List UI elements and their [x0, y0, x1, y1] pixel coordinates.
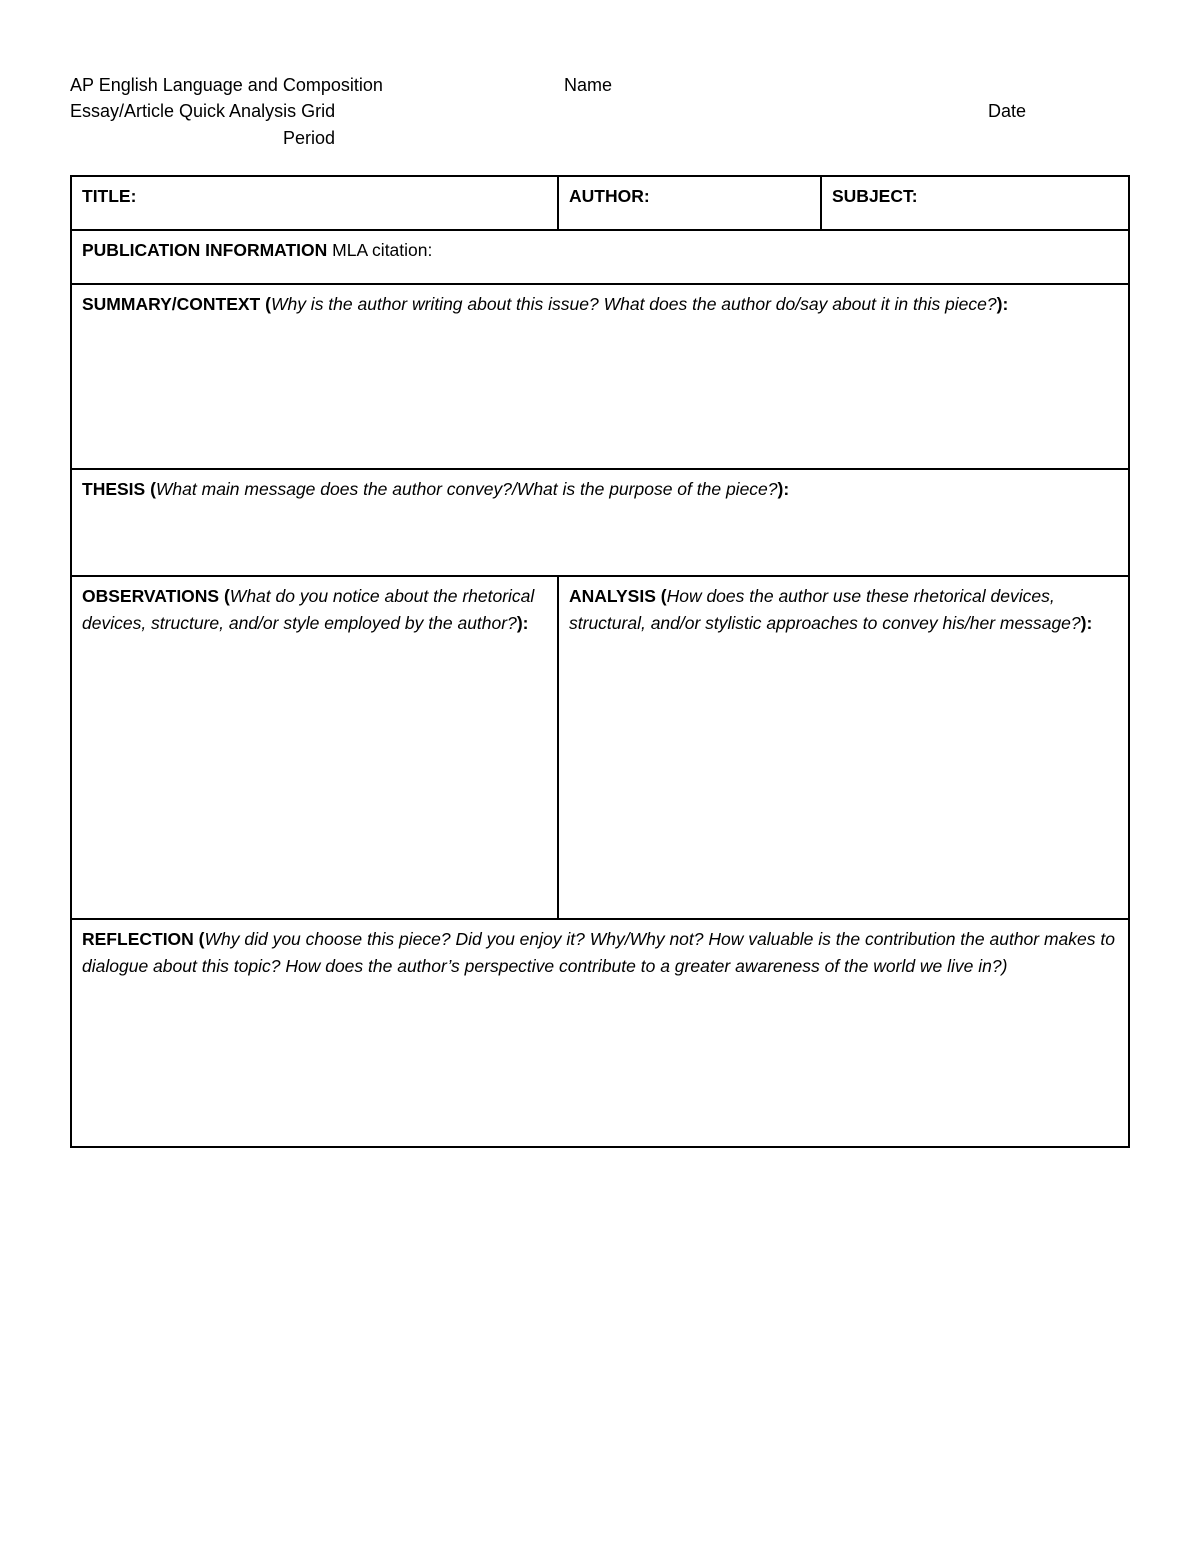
publication-cell[interactable] [72, 231, 1128, 283]
thesis-cell[interactable] [72, 470, 1128, 575]
reflection-cell[interactable] [72, 920, 1128, 1146]
period-label: Period [283, 128, 336, 148]
publication-label: PUBLICATION INFORMATION [82, 240, 328, 260]
observations-label: OBSERVATIONS ( [82, 586, 230, 606]
analysis-label: ANALYSIS ( [569, 586, 667, 606]
subject-label: SUBJECT: [832, 186, 918, 206]
observations-prompt: What do you notice about the rhetorical devices, structure, and/or style employed by the author? [82, 586, 535, 633]
name-label: Name [564, 75, 613, 95]
summary-label-end: ): [996, 294, 1009, 314]
thesis-label: THESIS ( [82, 479, 156, 499]
publication-note: MLA citation: [327, 240, 433, 260]
reflection-label: REFLECTION ( [82, 929, 205, 949]
date-label: Date [988, 101, 1027, 121]
thesis-label-end: ): [777, 479, 790, 499]
observations-label-end: ): [516, 613, 529, 633]
summary-cell[interactable] [72, 285, 1128, 468]
thesis-prompt: What main message does the author convey?/What is the purpose of the piece? [155, 479, 778, 499]
observations-cell[interactable] [72, 577, 557, 918]
analysis-cell[interactable] [559, 577, 1128, 918]
title-label: TITLE: [82, 186, 137, 206]
reflection-prompt: Why did you choose this piece? Did you enjoy it? Why/Why not? How valuable is the contribution the author makes to dialogue about this topic? How does the author’s perspective contribute to a greater awareness of the world we live in?) [82, 929, 1115, 976]
grid-title: Essay/Article Quick Analysis Grid [70, 101, 336, 121]
title-cell[interactable] [72, 177, 557, 229]
summary-prompt: Why is the author writing about this issue? What does the author do/say about it in this piece? [270, 294, 997, 314]
subject-cell[interactable] [822, 177, 1128, 229]
analysis-prompt: How does the author use these rhetorical devices, structural, and/or stylistic approaches to convey his/her message? [569, 586, 1081, 633]
author-label: AUTHOR: [569, 186, 650, 206]
analysis-label-end: ): [1080, 613, 1093, 633]
course-title: AP English Language and Composition [70, 75, 383, 95]
summary-label: SUMMARY/CONTEXT ( [82, 294, 271, 314]
analysis-grid [70, 175, 1130, 1148]
author-cell[interactable] [559, 177, 820, 229]
